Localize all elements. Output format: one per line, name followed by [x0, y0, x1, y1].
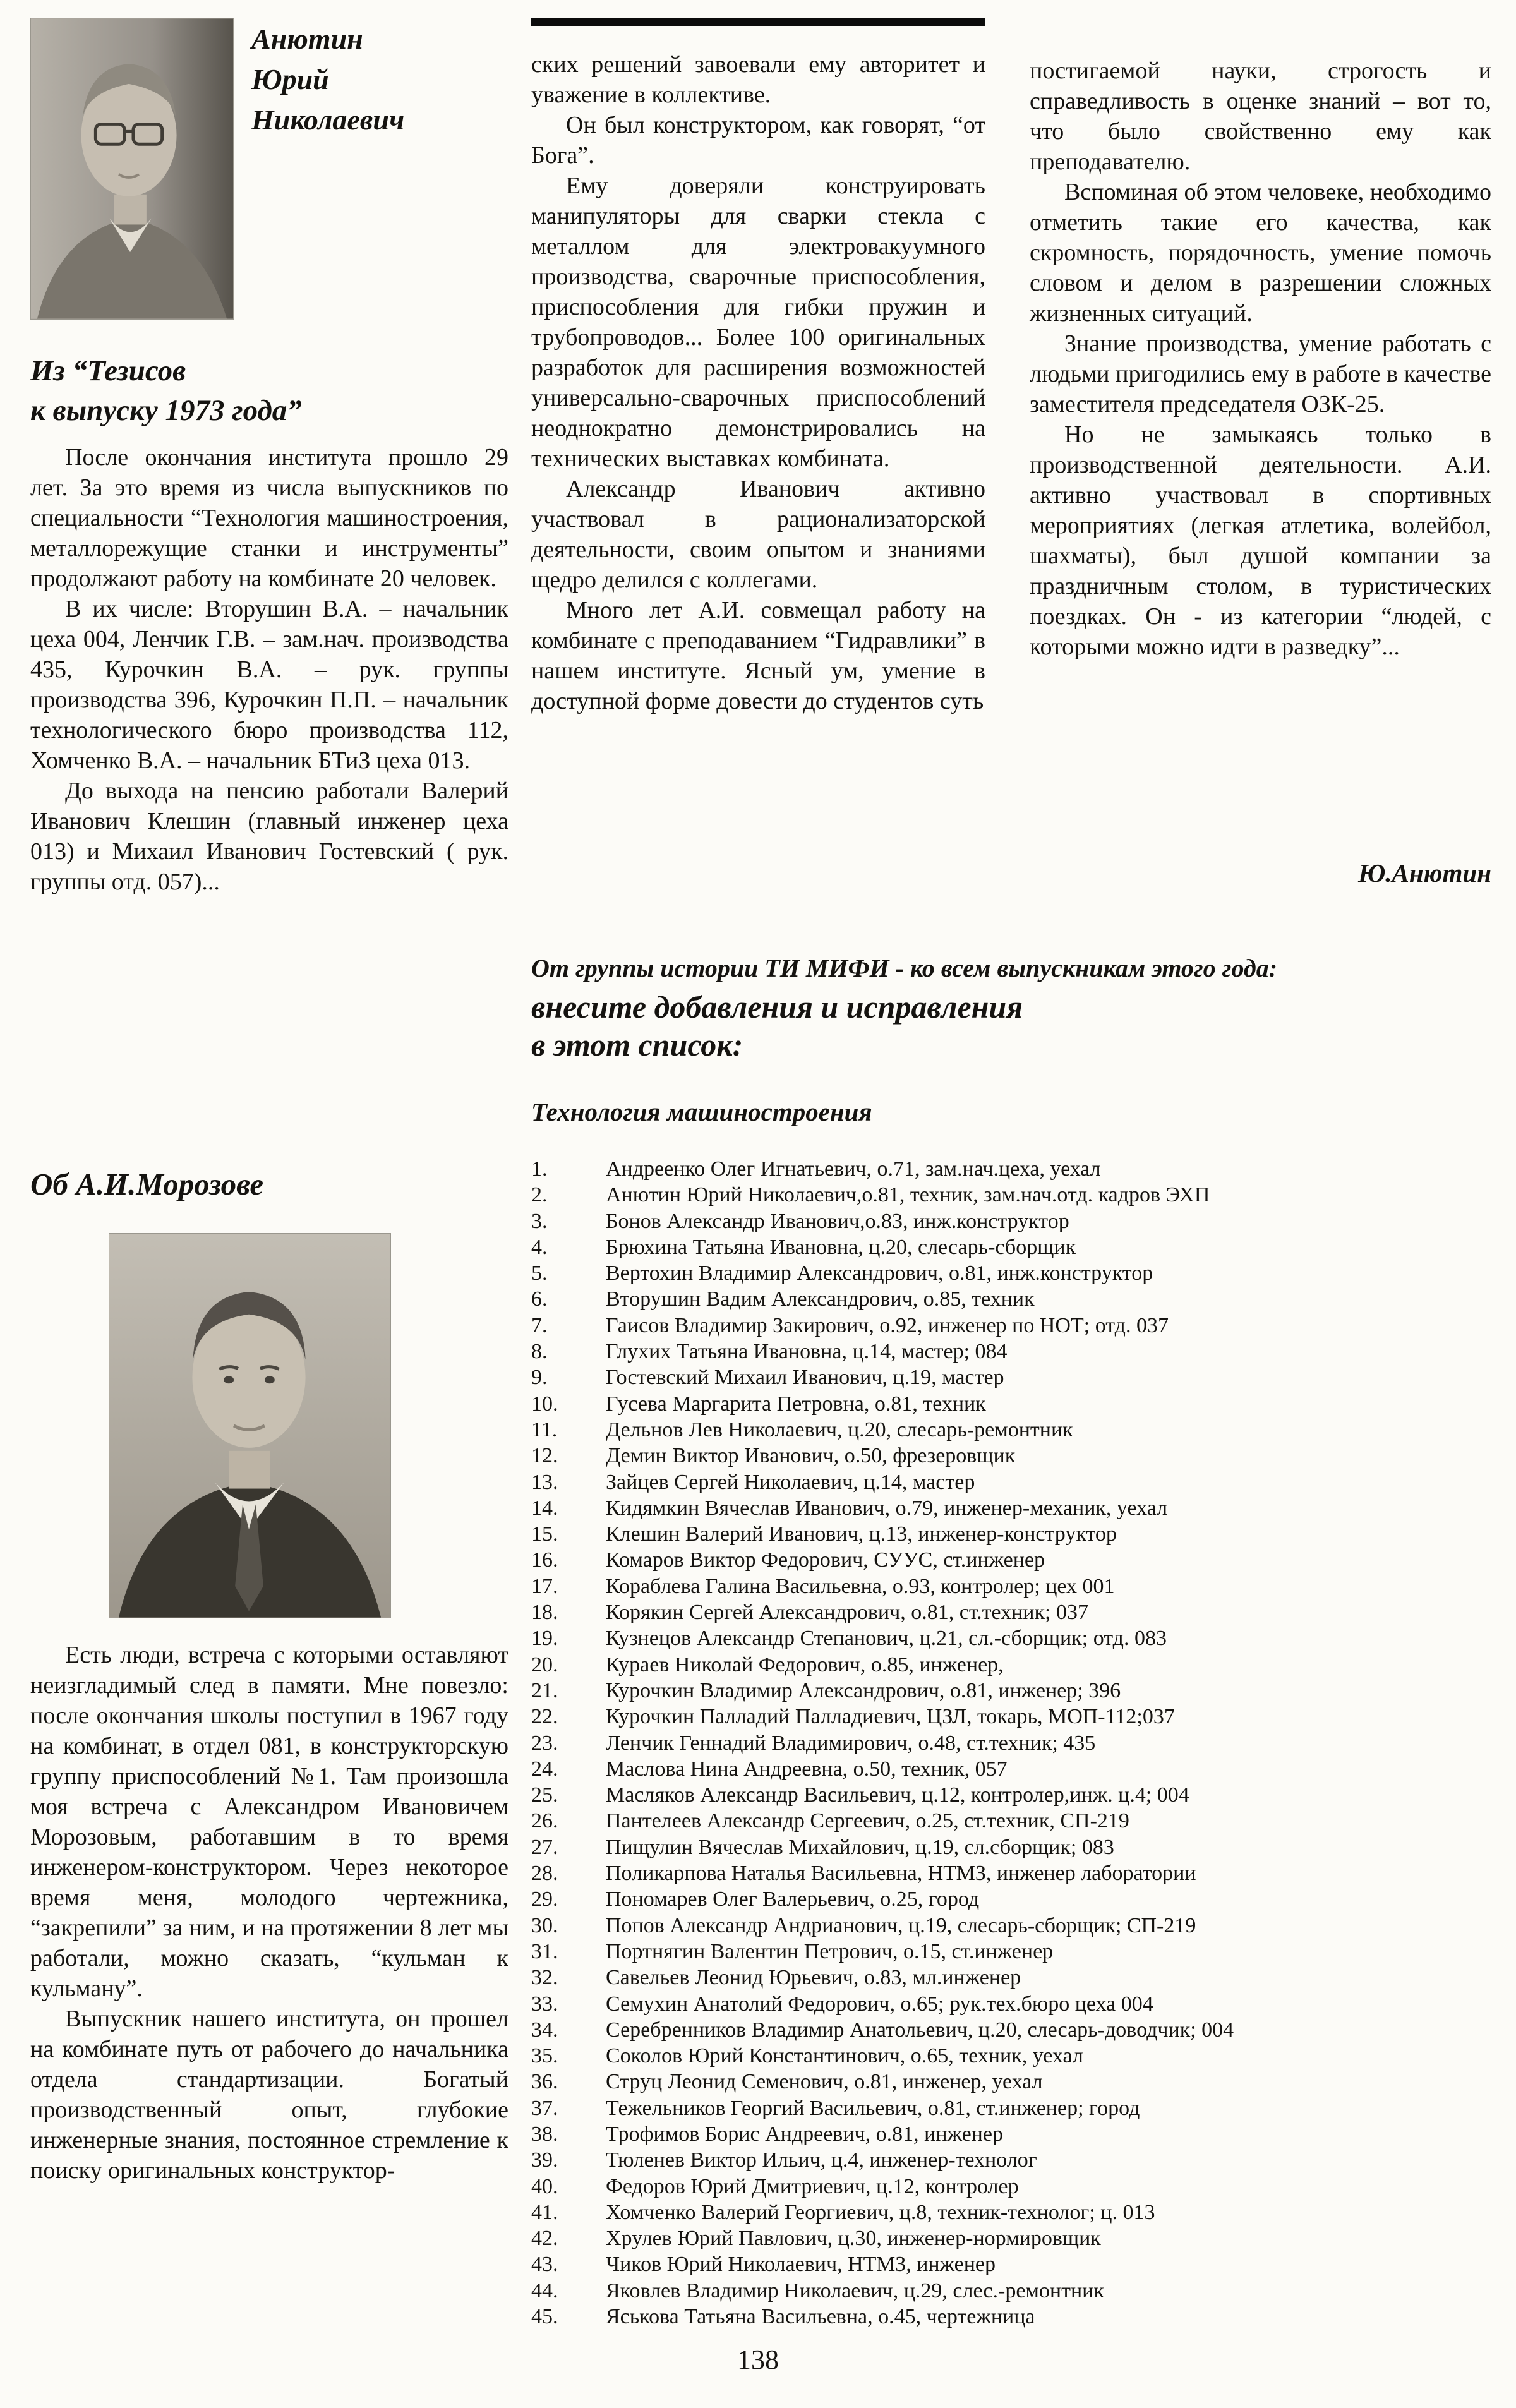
- roster-item-number: 3.: [531, 1209, 548, 1233]
- roster-item-text: Яковлев Владимир Николаевич, ц.29, слес.-ремонтник: [606, 2279, 1104, 2303]
- roster-item-number: 43.: [531, 2253, 558, 2277]
- roster-item-number: 33.: [531, 1992, 558, 2016]
- roster-item: [531, 1391, 1498, 1417]
- roster-item-number: 26.: [531, 1809, 558, 1833]
- roster-item-text: Маслова Нина Андреевна, о.50, техник, 057: [606, 1757, 1008, 1781]
- roster-item-text: Кораблева Галина Васильевна, о.93, контролер; цех 001: [606, 1574, 1115, 1598]
- section-heading-morozov: Об А.И.Морозове: [30, 1167, 264, 1201]
- roster-item: [531, 1991, 1498, 2017]
- caption-line: Юрий: [251, 63, 329, 95]
- roster-item: [531, 1469, 1498, 1495]
- roster-item-text: Пантелеев Александр Сергеевич, о.25, ст.техник, СП-219: [606, 1809, 1129, 1833]
- roster-item: [531, 1599, 1498, 1625]
- roster-item-text: Тюленев Виктор Ильич, ц.4, инженер-технолог: [606, 2148, 1037, 2172]
- roster-item: [531, 1495, 1498, 1521]
- roster-item-number: 15.: [531, 1522, 558, 1546]
- roster-item-number: 30.: [531, 1913, 558, 1937]
- paragraph: ских решений завоевали ему авторитет и уважение в коллективе.: [531, 51, 985, 108]
- roster-item-number: 39.: [531, 2148, 558, 2172]
- roster-item-number: 10.: [531, 1392, 558, 1416]
- paragraph: После окончания института прошло 29 лет. За это время из числа выпускников по специальности “Технология машиностроения, металлорежущие станки и инструменты” продолжают работу на комбинате 20 человек.: [30, 444, 508, 592]
- roster-item-text: Пономарев Олег Валерьевич, о.25, город: [606, 1887, 980, 1911]
- roster-item-number: 34.: [531, 2018, 558, 2042]
- roster-item-text: Соколов Юрий Константинович, о.65, техник, уехал: [606, 2044, 1083, 2068]
- roster-item-text: Гусева Маргарита Петровна, о.81, техник: [606, 1392, 986, 1416]
- roster-item: [531, 1313, 1498, 1339]
- roster-item-text: Семухин Анатолий Федорович, о.65; рук.тех.бюро цеха 004: [606, 1992, 1153, 2016]
- roster-item-number: 42.: [531, 2227, 558, 2251]
- roster-item-text: Андреенко Олег Игнатьевич, о.71, зам.нач.цеха, уехал: [606, 1157, 1101, 1181]
- roster-item-number: 31.: [531, 1939, 558, 1963]
- roster-item-text: Курочкин Владимир Александрович, о.81, инженер; 396: [606, 1678, 1121, 1702]
- paragraph: постигаемой науки, строгость и справедливость в оценке знаний – вот то, что было свойственно ему как преподавателю.: [1030, 57, 1491, 175]
- roster-item-text: Бонов Александр Иванович,о.83, инж.конструктор: [606, 1209, 1069, 1233]
- roster-item: [531, 1939, 1498, 1965]
- roster-item-text: Вторушин Вадим Александрович, о.85, техник: [606, 1287, 1035, 1311]
- left-column-text-1: [30, 442, 508, 897]
- appeal-line-3: в этот список:: [531, 1027, 743, 1063]
- roster-item-number: 27.: [531, 1835, 558, 1859]
- roster-item-text: Глухих Татьяна Ивановна, ц.14, мастер; 084: [606, 1340, 1008, 1364]
- roster-item-text: Анютин Юрий Николаевич,о.81, техник, зам.нач.отд. кадров ЭХП: [606, 1183, 1210, 1207]
- caption-line: Анютин: [251, 23, 363, 55]
- roster-item-text: Гаисов Владимир Закирович, о.92, инженер по НОТ; отд. 037: [606, 1313, 1169, 1337]
- roster-item-text: Савельев Леонид Юрьевич, о.83, мл.инженер: [606, 1966, 1021, 1990]
- roster-item-number: 18.: [531, 1601, 558, 1625]
- roster-item-text: Яськова Татьяна Васильевна, о.45, чертежница: [606, 2305, 1035, 2329]
- roster-item: [531, 1756, 1498, 1782]
- roster-item: [531, 1260, 1498, 1286]
- section-heading-tezisy: [30, 351, 517, 431]
- signature-author: Ю.Анютин: [1357, 858, 1491, 888]
- roster-item: [531, 1704, 1498, 1730]
- roster-item-text: Кузнецов Александр Степанович, ц.21, сл.-сборщик; отд. 083: [606, 1627, 1167, 1651]
- roster-item-text: Комаров Виктор Федорович, СУУС, ст.инженер: [606, 1548, 1045, 1572]
- paragraph: Вспоминая об этом человеке, необходимо отметить такие его качества, как скромность, порядочность, умение помочь словом и делом в разрешении сложных жизненных ситуаций.: [1030, 179, 1491, 327]
- roster-item: [531, 2251, 1498, 2277]
- roster-item-number: 5.: [531, 1261, 548, 1285]
- roster-item: [531, 1339, 1498, 1364]
- roster-item: [531, 1834, 1498, 1860]
- roster-item: [531, 1182, 1498, 1208]
- roster-item: [531, 1574, 1498, 1599]
- roster-item-number: 24.: [531, 1757, 558, 1781]
- roster-item-number: 2.: [531, 1183, 548, 1207]
- caption-line: Николаевич: [251, 104, 405, 136]
- roster-item-text: Портнягин Валентин Петрович, о.15, ст.инженер: [606, 1939, 1054, 1963]
- roster-item: [531, 1678, 1498, 1704]
- photo-morozov: [109, 1233, 391, 1618]
- roster-item-number: 9.: [531, 1366, 548, 1390]
- roster-item: [531, 1521, 1498, 1547]
- roster-item-text: Тежельников Георгий Васильевич, о.81, ст.инженер; город: [606, 2096, 1140, 2120]
- roster-item-number: 8.: [531, 1340, 548, 1364]
- roster-item: [531, 2121, 1498, 2147]
- roster-item-text: Хрулев Юрий Павлович, ц.30, инженер-нормировщик: [606, 2227, 1101, 2251]
- roster-item: [531, 1156, 1498, 1182]
- roster-item: [531, 1730, 1498, 1756]
- roster-item-text: Корякин Сергей Александрович, о.81, ст.техник; 037: [606, 1601, 1088, 1625]
- roster-item-number: 40.: [531, 2174, 558, 2198]
- left-column-text-2: [30, 1640, 508, 2186]
- paragraph: Много лет А.И. совмещал работу на комбинате с преподаванием “Гидравлики” в нашем институте. Ясный ум, умение в доступной форме довести до студентов суть: [531, 597, 985, 714]
- appeal-line-1: От группы истории ТИ МИФИ - ко всем выпускникам этого года:: [531, 954, 1278, 982]
- roster-item-number: 32.: [531, 1966, 558, 1990]
- roster-item-number: 44.: [531, 2279, 558, 2303]
- roster-item-number: 17.: [531, 1574, 558, 1598]
- paragraph: В их числе: Вторушин В.А. – начальник цеха 004, Ленчик Г.В. – зам.нач. производства 435, Курочкин В.А. – рук. группы производства 396, Курочкин П.П. – начальник технологического бюро производства 112, Хомченко В.А. – начальник БТиЗ цеха 013.: [30, 596, 508, 774]
- roster-item: [531, 1286, 1498, 1312]
- roster-item-number: 25.: [531, 1783, 558, 1807]
- roster-item-text: Брюхина Татьяна Ивановна, ц.20, слесарь-сборщик: [606, 1235, 1076, 1259]
- roster-subtitle: Технология машиностроения: [531, 1097, 872, 1126]
- roster-item-number: 11.: [531, 1418, 558, 1442]
- paragraph: Он был конструктором, как говорят, “от Бога”.: [531, 112, 985, 169]
- portrait-photo-graphic: [31, 18, 233, 319]
- roster-item: [531, 1913, 1498, 1939]
- roster-item-text: Масляков Александр Васильевич, ц.12, контролер,инж. ц.4; 004: [606, 1783, 1189, 1807]
- roster-item: [531, 2095, 1498, 2121]
- roster-item: [531, 2069, 1498, 2095]
- roster-item-number: 19.: [531, 1627, 558, 1651]
- roster-item-text: Дельнов Лев Николаевич, ц.20, слесарь-ремонтник: [606, 1418, 1073, 1442]
- roster-item: [531, 1234, 1498, 1260]
- roster-item-text: Курочкин Палладий Палладиевич, ЦЗЛ, токарь, МОП-112;037: [606, 1705, 1175, 1729]
- roster-item-text: Трофимов Борис Андреевич, о.81, инженер: [606, 2122, 1003, 2146]
- roster-item-text: Вертохин Владимир Александрович, о.81, инж.конструктор: [606, 1261, 1153, 1285]
- roster-item: [531, 1364, 1498, 1390]
- paragraph: Выпускник нашего института, он прошел на комбинате путь от рабочего до начальника отдела стандартизации. Богатый производственный опыт, глубокие инженерные знания, постоянное стремление к поиску оригинальных конструктор-: [30, 2006, 508, 2184]
- roster-item-text: Ленчик Геннадий Владимирович, о.48, ст.техник; 435: [606, 1731, 1096, 1755]
- roster-item-number: 38.: [531, 2122, 558, 2146]
- roster-item: [531, 2200, 1498, 2225]
- roster-item: [531, 1417, 1498, 1443]
- roster-item: [531, 1625, 1498, 1651]
- roster-item: [531, 1965, 1498, 1990]
- roster-item-number: 6.: [531, 1287, 548, 1311]
- roster-item: [531, 1208, 1498, 1234]
- roster-item: [531, 1886, 1498, 1912]
- paragraph: Но не замыкаясь только в производственной деятельности. А.И. активно участвовал в спортивных мероприятиях (легкая атлетика, волейбол, шахматы), был душой компании за праздничным столом, в туристических поездках. Он - из категории “людей, с которыми можно идти в разведку”...: [1030, 421, 1491, 660]
- middle-column-text: [531, 49, 985, 716]
- roster-item: [531, 1860, 1498, 1886]
- roster-item-text: Демин Виктор Иванович, о.50, фрезеровщик: [606, 1444, 1016, 1468]
- portrait-photo-graphic: [109, 1234, 390, 1618]
- roster-item-text: Поликарпова Наталья Васильевна, НТМЗ, инженер лаборатории: [606, 1862, 1196, 1886]
- paragraph: Есть люди, встреча с которыми оставляют неизгладимый след в памяти. Мне повезло: после окончания школы поступил в 1967 году на комбинат, в отдел 081, в конструкторскую группу приспособлений №1. Там произошла моя встреча с Александром Ивановичем Морозовым, работавшим в то время инженером-конструктором. Через некоторое время меня, молодого чертежника, “закрепили” за ним, и на протяжении 8 лет мы работали, можно сказать, “кульман к кульману”.: [30, 1642, 508, 2002]
- roster-item: [531, 1547, 1498, 1573]
- roster-item-text: Струц Леонид Семенович, о.81, инженер, уехал: [606, 2070, 1043, 2094]
- roster-item: [531, 1808, 1498, 1834]
- roster-item-text: Зайцев Сергей Николаевич, ц.14, мастер: [606, 1470, 975, 1494]
- roster-item: [531, 2225, 1498, 2251]
- roster-item-number: 14.: [531, 1496, 558, 1520]
- paragraph: Знание производства, умение работать с людьми пригодились ему в работе в качестве заместителя председателя ОЗК-25.: [1030, 330, 1491, 418]
- column-top-rule: [531, 18, 985, 26]
- paragraph: До выхода на пенсию работали Валерий Иванович Клешин (главный инженер цеха 013) и Михаил Иванович Гостевский ( рук. группы отд. 057)...: [30, 778, 508, 895]
- roster-item-number: 28.: [531, 1862, 558, 1886]
- roster-item-number: 4.: [531, 1235, 548, 1259]
- roster-item-text: Попов Александр Андрианович, ц.19, слесарь-сборщик; СП-219: [606, 1913, 1196, 1937]
- heading-line: Из “Тезисов: [30, 354, 186, 387]
- roster-item-number: 7.: [531, 1313, 548, 1337]
- roster-item-text: Клешин Валерий Иванович, ц.13, инженер-конструктор: [606, 1522, 1117, 1546]
- roster-item-number: 16.: [531, 1548, 558, 1572]
- roster-item-number: 36.: [531, 2070, 558, 2094]
- roster-item-number: 21.: [531, 1678, 558, 1702]
- roster-list: [531, 1156, 1498, 2330]
- roster-item-number: 20.: [531, 1652, 558, 1677]
- roster-item-number: 37.: [531, 2096, 558, 2120]
- heading-line: к выпуску 1973 года”: [30, 394, 302, 427]
- roster-item-number: 13.: [531, 1470, 558, 1494]
- roster-item-text: Кидямкин Вячеслав Иванович, о.79, инженер-механик, уехал: [606, 1496, 1168, 1520]
- roster-item-text: Чиков Юрий Николаевич, НТМЗ, инженер: [606, 2253, 996, 2277]
- roster-section: [531, 951, 1498, 2330]
- roster-item-number: 23.: [531, 1731, 558, 1755]
- roster-item: [531, 2278, 1498, 2304]
- roster-item-text: Гостевский Михаил Иванович, ц.19, мастер: [606, 1366, 1004, 1390]
- roster-item-number: 22.: [531, 1705, 558, 1729]
- right-column-text: [1030, 56, 1491, 662]
- roster-item-text: Серебренников Владимир Анатольевич, ц.20, слесарь-доводчик; 004: [606, 2018, 1234, 2042]
- roster-item: [531, 2304, 1498, 2330]
- roster-item-number: 35.: [531, 2044, 558, 2068]
- paragraph: Ему доверяли конструировать манипуляторы для сварки стекла с металлом для электровакуумного производства, сварочные приспособления, приспособления для гибки пружин и трубопроводов... Более 100 оригинальных разработок для расширения возможностей универсально-сварочных приспособлений неоднократно демонстрировались на технических выставках комбината.: [531, 172, 985, 472]
- photo-anyutin: [30, 18, 234, 320]
- roster-item: [531, 2174, 1498, 2200]
- photo-caption-anyutin: [251, 19, 504, 140]
- roster-item-text: Федоров Юрий Дмитриевич, ц.12, контролер: [606, 2174, 1019, 2198]
- paragraph: Александр Иванович активно участвовал в рационализаторской деятельности, своим опытом и знаниями щедро делился с коллегами.: [531, 476, 985, 593]
- roster-item-number: 45.: [531, 2305, 558, 2329]
- roster-item-text: Пищулин Вячеслав Михайлович, ц.19, сл.сборщик; 083: [606, 1835, 1114, 1859]
- roster-item-text: Хомченко Валерий Георгиевич, ц.8, техник-технолог; ц. 013: [606, 2200, 1155, 2224]
- roster-item-text: Кураев Николай Федорович, о.85, инженер,: [606, 1652, 1004, 1677]
- roster-item: [531, 2147, 1498, 2173]
- roster-item-number: 1.: [531, 1157, 548, 1181]
- roster-item-number: 29.: [531, 1887, 558, 1911]
- roster-item: [531, 1782, 1498, 1808]
- roster-item: [531, 1652, 1498, 1678]
- appeal-line-2: внесите добавления и исправления: [531, 989, 1023, 1025]
- roster-item-number: 41.: [531, 2200, 558, 2224]
- roster-item: [531, 1443, 1498, 1469]
- roster-item: [531, 2017, 1498, 2043]
- roster-item-number: 12.: [531, 1444, 558, 1468]
- page-number: 138: [737, 2344, 779, 2375]
- roster-item: [531, 2043, 1498, 2069]
